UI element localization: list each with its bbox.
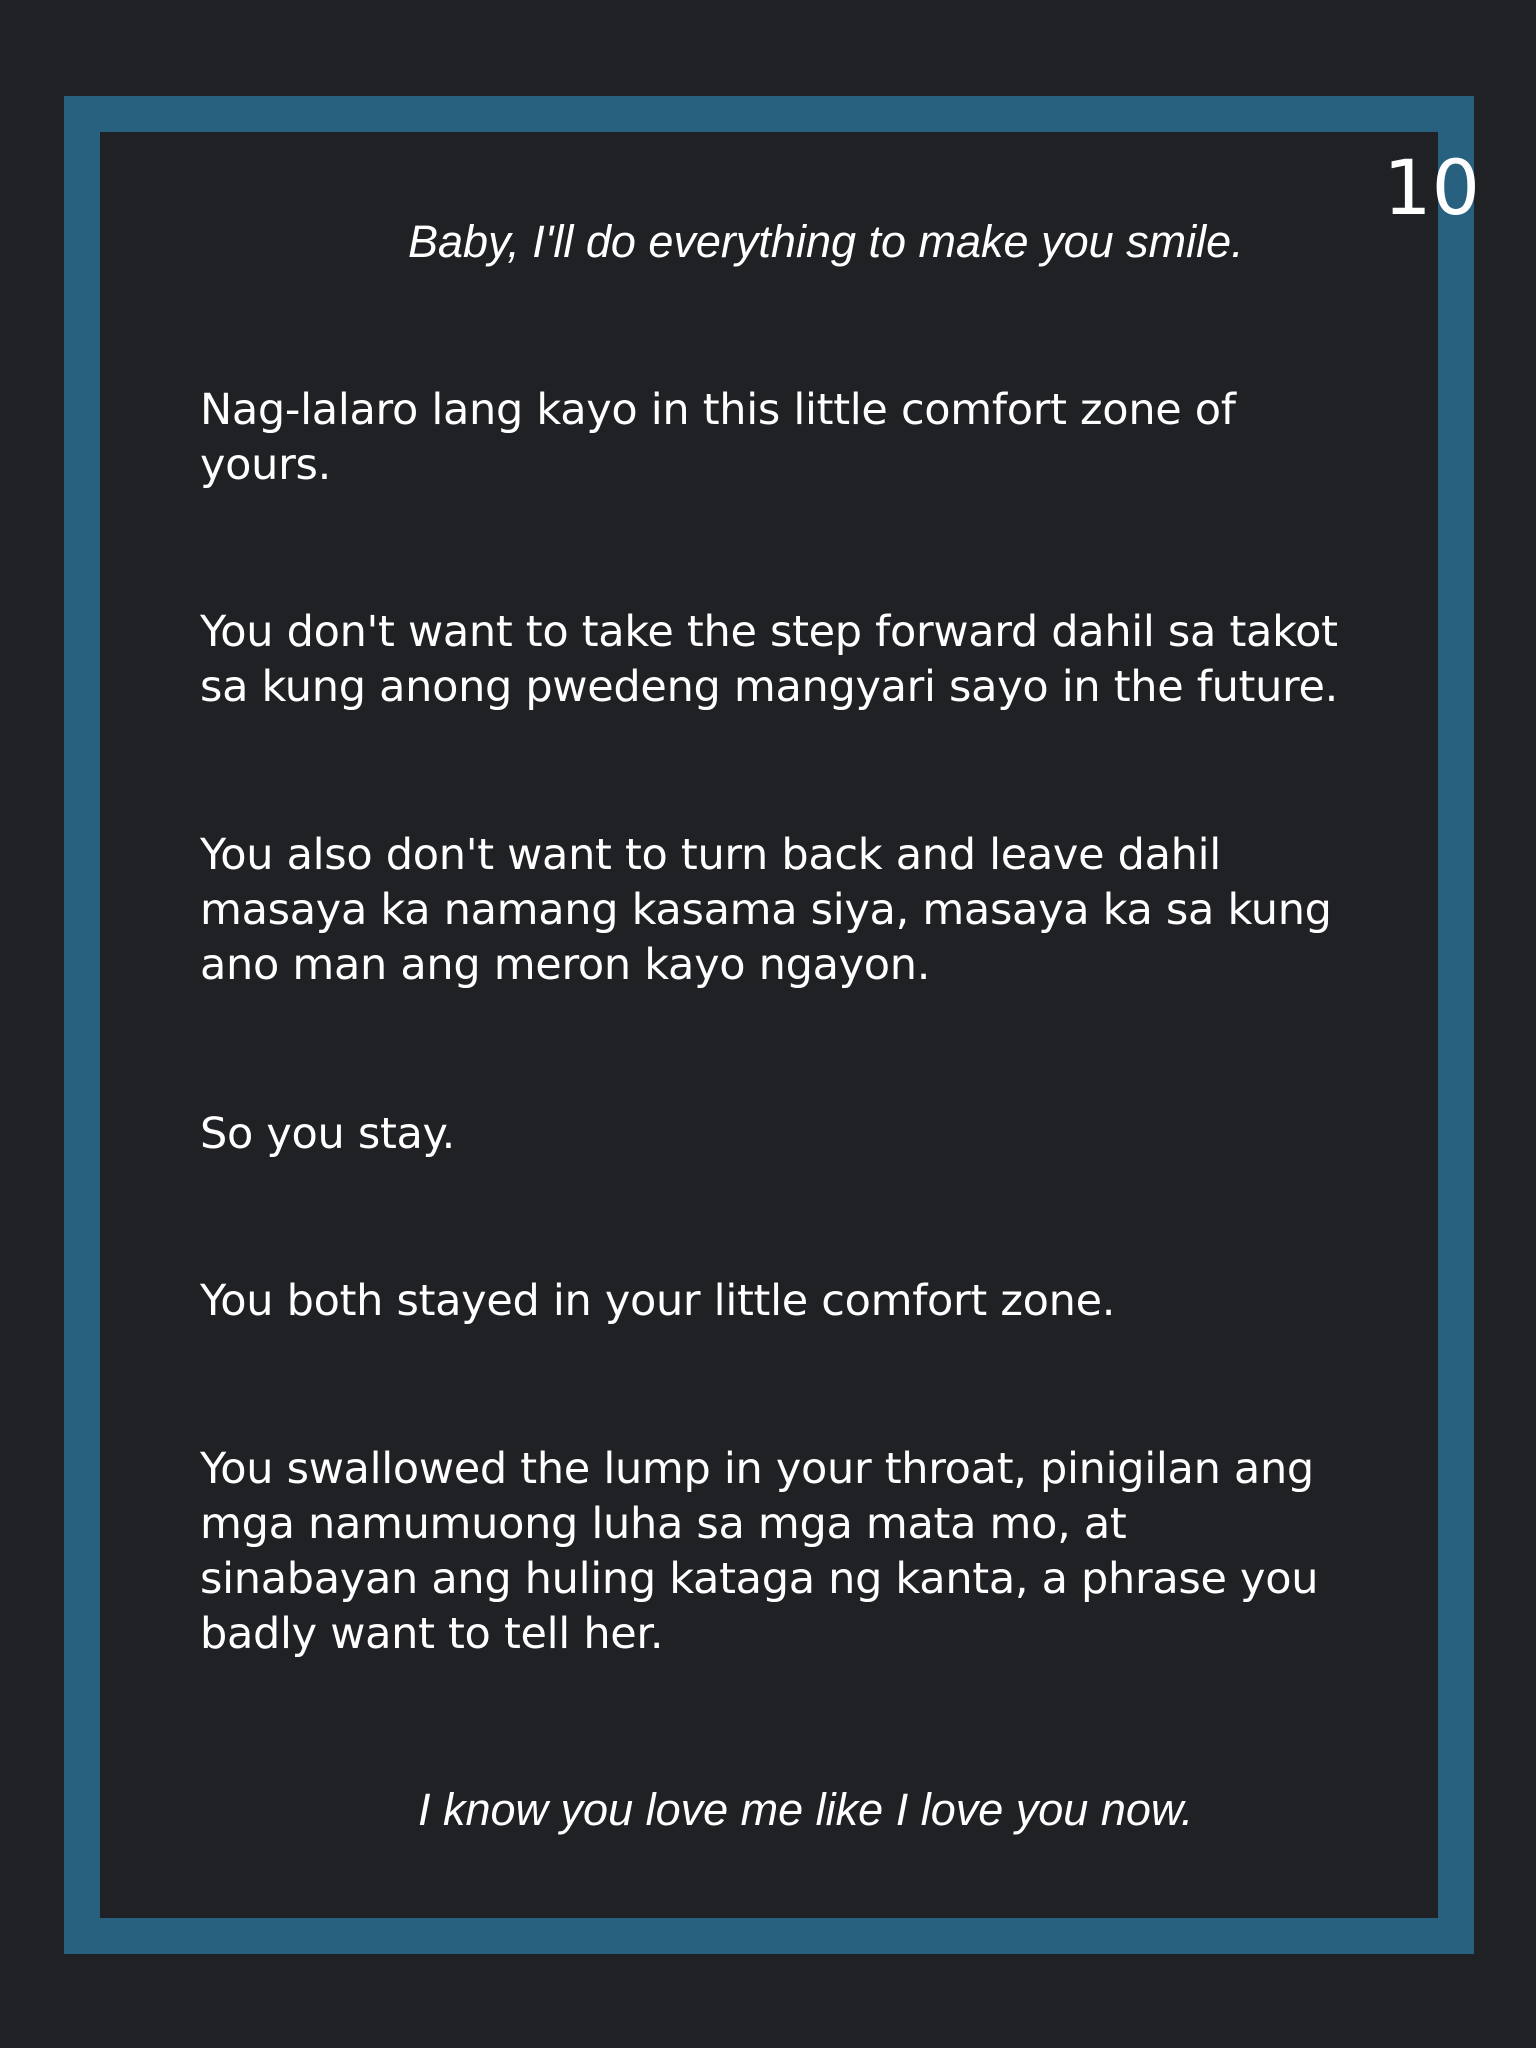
paragraph: Nag-lalaro lang kayo in this little comfort zone of yours. <box>200 385 1236 490</box>
page-number: 10 <box>1383 143 1480 232</box>
paragraph: You swallowed the lump in your throat, pinigilan ang mga namumuong luha sa mga mata mo, at sinabayan ang huling kataga ng kanta, a phrase you badly want to tell her. <box>200 1444 1319 1659</box>
song-quote-bottom: I know you love me like I love you now. <box>418 1784 1194 1835</box>
paragraph: You also don't want to turn back and leave dahil masaya ka namang kasama siya, masaya ka sa kung ano man ang meron kayo ngayon. <box>200 830 1332 990</box>
song-quote-top: Baby, I'll do everything to make you smile. <box>408 216 1244 267</box>
paragraph: You don't want to take the step forward dahil sa takot sa kung anong pwedeng mangyari sayo in the future. <box>200 607 1339 712</box>
paragraph: You both stayed in your little comfort zone. <box>200 1276 1116 1326</box>
page-frame <box>64 96 1474 1954</box>
paragraph: So you stay. <box>200 1109 455 1159</box>
